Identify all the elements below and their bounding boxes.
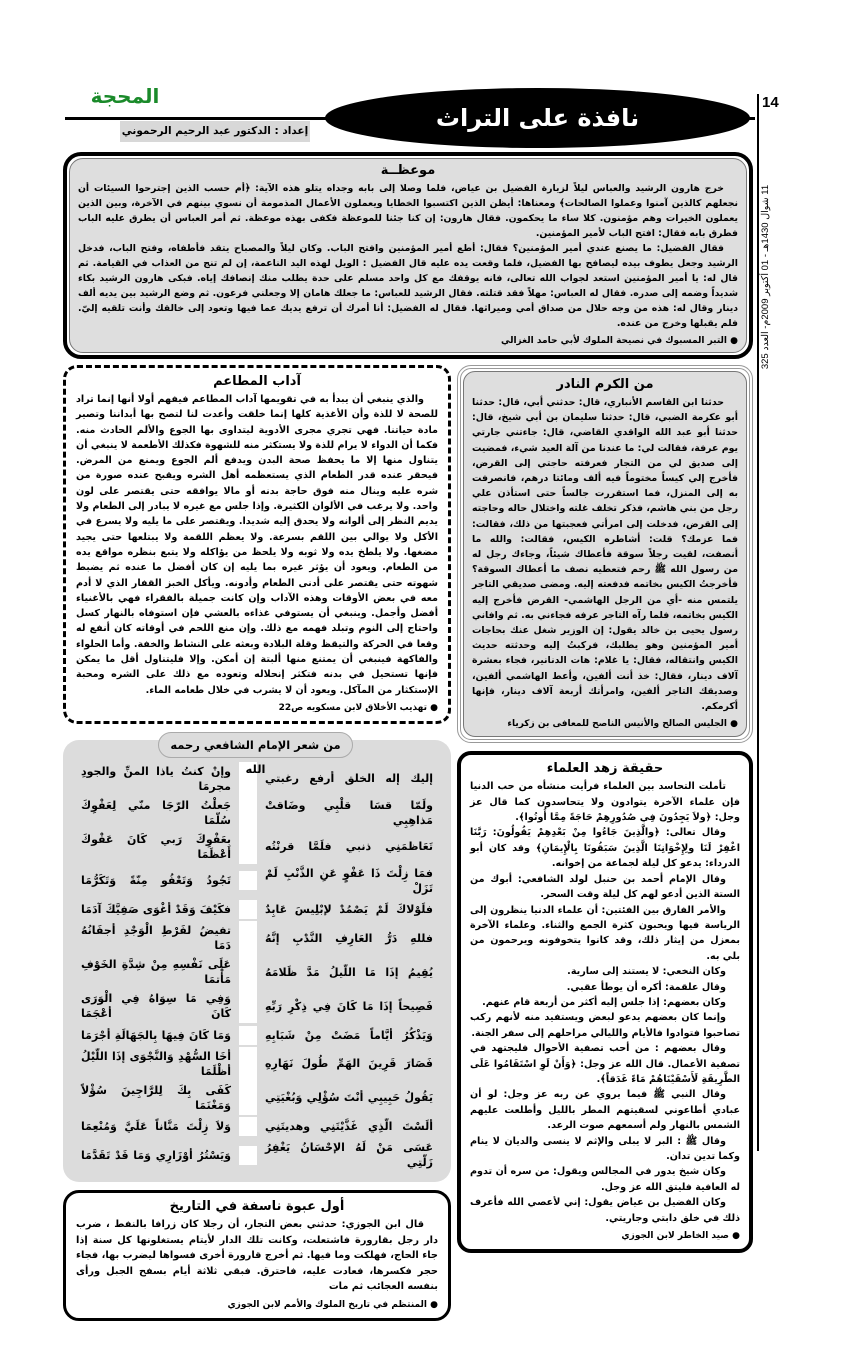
- article-zuhd-ulama: [457, 751, 753, 1253]
- hemistich-left: فكَيْفَ وَقَدْ أغْوَى صَفِيَّكَ آدَمَا: [73, 900, 257, 919]
- section-title-banner: [325, 88, 750, 148]
- poem-verse: [73, 955, 441, 989]
- hemistich-right: فَصِيحاً إذَا مَا كَانَ فِي ذِكْرِ رَبِّهِ: [265, 999, 433, 1013]
- article-adab-al-mataim: [63, 365, 451, 724]
- hemistich-right: عَسَى مَنْ لَهُ الإحْسَانُ يَغْفِرُ زَلّتِي: [265, 1141, 433, 1170]
- hemistich-right: فَصَارَ قَرِينَ الهَمِّ طُولَ نَهَارِهِ: [265, 1057, 433, 1071]
- source-citation: ● التبر المسبوك في نصيحة الملوك لأبي حامد الغزالي: [78, 334, 738, 348]
- poem-verse: [73, 898, 441, 922]
- article-title: حقيقة زهد العلماء: [546, 761, 664, 777]
- poem-verse: [73, 864, 441, 898]
- hemistich-right: تَعَاظمَنِي ذنبي فلَمَّا قرنْتُه: [265, 840, 433, 854]
- source-citation: ● الجليس الصالح والأنيس الناصح للمعافى بن زكرياء: [472, 717, 738, 731]
- article-paragraph: تأملت التحاسد بين العلماء فرأيت منشأه من حب الدنيا فإن علماء الآخرة يتوادون ولا يتحاسدون كما قال عز وجل: ﴿ولاَ يَجِدُونَ فِي صُدُورِهِمْ حَاجَةً مِمَّا أُوتُوا﴾.: [470, 781, 740, 824]
- hemistich-left: تَجُودُ وَتَعْفُو مِنّةً وَتَكَرُّمَا: [73, 871, 257, 890]
- article-title: آداب المطاعم: [213, 374, 301, 389]
- source-citation: ● المنتظم في تاريخ الملوك والأمم لابن الجوزي: [76, 1298, 438, 1312]
- hemistich-left: وَلاَ زِلْتَ مَنَّاناً عَلَيَّ وَمُنْعِمَا: [73, 1117, 257, 1136]
- article-first-bomb: [63, 1190, 451, 1321]
- brand-logo: المحجة: [90, 84, 160, 108]
- issue-date-line: 11 شوال 1430هـ - 01 أكتوبر 2009م- العدد 325: [760, 184, 771, 370]
- poem-verse: [73, 1023, 441, 1047]
- hemistich-right: وَيَذْكُرُ أيَّاماً مَضَتْ مِنْ شَبَابِهِ: [265, 1028, 433, 1042]
- article-title: موعظــة: [380, 163, 436, 178]
- poem-verse: [73, 1081, 441, 1115]
- article-title: أول عبوة ناسفة في التاريخ: [169, 1199, 345, 1215]
- poem-verse: [73, 830, 441, 864]
- hemistich-right: يَقُولُ حَبِيبِي أنْتَ سُؤْلِي وَبُغْيَتِي: [265, 1091, 433, 1105]
- hemistich-left: أخَا السُّهْدِ وَالنَّجْوَى إذَا اللّيْلُ أظْلَمَا: [73, 1047, 257, 1081]
- article-karam-nadir: [457, 365, 753, 743]
- article-paragraph: وكان الفضيل بن عياض يقول: إني لأعصي الله فأعرف ذلك في خلق دابتي وجاريتي.: [470, 1197, 740, 1224]
- article-paragraph: وقال تعالى: ﴿والَّذِينَ جَاءُوا مِنْ بَعْدِهِمْ يَقُولُونَ: رَبَّنَا اغْفِرْ لَنَا ولِإِخْوَانِنَا الَّذِينَ سَبَقُونَا بِالْإِيمَانِ﴾ وقد كان أبو الدرداء: يدعو كل ليلة لجماعة من إخوانه.: [470, 827, 740, 870]
- article-mawiza: [63, 152, 753, 359]
- source-citation: ● صيد الخاطر لابن الجوزي: [470, 1229, 740, 1243]
- page-content: [63, 152, 753, 1361]
- hemistich-left: كَفَى بِكَ لِلرَّاجِينَ سُؤْلاً وَمَغْنَمَا: [73, 1081, 257, 1115]
- hemistich-left: وَيَسْتُرُ أوْزَارِي وَمَا قَدْ تَقَدَّمَا: [73, 1146, 257, 1165]
- hemistich-left: تفيضُ لفَرْطِ الْوَجْدِ أجفَانُهُ دَمَا: [73, 921, 257, 955]
- author-credit: إعداد : الدكتور عبد الرحيم الرحموني: [120, 121, 310, 142]
- article-paragraph: وقال ﷺ : البر لا يبلى والإثم لا ينسى والديان لا ينام وكما تدين تدان.: [470, 1135, 740, 1163]
- poem-verse: [73, 921, 441, 955]
- article-paragraph: حدثنا ابن القاسم الأنباري، قال: حدثني أبي، قال: حدثنا أبو عكرمة الضبي، قال: حدثنا سليمان بن أبي شيخ، قال: حدثنا أبو عبد الله الواقدي القاضي، قال: جاءتني جارتي يوم عرفة، فقالت لي: ما عندنا من آلة العيد شيء، فمضيت إلى صديق لي من التجار فعرفته حاجتي إلى القرض، فأخرج إلي كيساً مختوماً فيه ألف ومائتا درهم، فانصرفت به إلى المنزل، فما استقررت جالساً حتى استأذن علي رجل من بني هاشم، فذكر تخلف غلته واختلال حاله وحاجته إلى القرض، فدخلت إلى امرأتي فعجبتها من ذلك، فقالت: فما عزمك؟ قلت: أشاطره الكيس، فقالت: والله ما أنصفت، لقيت رجلاً سوقة فأعطاك شيئاً، وجاءك رجل له من رسول الله ﷺ رحم فتعطيه نصف ما أعطاك السوقة؟ فأخرجتُ الكيس بخاتمه فدفعته إليه. ومضى صديقي التاجر يلتمس منه -أي من الرجل الهاشمي- القرض فأخرج إليه الكيس بخاتمه، فلما رآه التاجر عرفه فجاءني به. ثم وافاني رسول يحيى بن خالد يقول: إن الوزير شغل عنك بحاجات أمير المؤمنين وهو يطلبك، فركبتُ إليه وحدثته حديث الكيس وانتقاله، فقال: يا غلام: هات الدنانير، فجاء بعشرة آلاف دينار، فقال: خذ أنت ألفين، وأعط الهاشمي ألفين، وصديقك التاجر ألفين، وامرأتك أربعة آلاف دينار، فإنها أكرمكم.: [472, 397, 738, 713]
- poem-verse: [73, 1115, 441, 1139]
- hemistich-right: فمَا زِلْتَ ذَا عَفْوٍ عَنِ الذَّنْبِ لَمْ تَزَلْ: [265, 866, 433, 895]
- hemistich-right: إليك إله الخلق أرفع رغبتي: [265, 772, 433, 786]
- article-paragraph: والأمر الفارق بين الفئتين: أن علماء الدنيا ينظرون إلى الرياسة فيها ويحبون كثرة الجمع والثناء. وعلماء الآخرة بمعزل من إيثار ذلك، وقد كانوا يتخوفونه ويرحمون من بلي به.: [470, 904, 740, 962]
- section-title: نافذة على التراث: [435, 104, 640, 132]
- hemistich-left: بِعَفْوِكَ رَبي كَانَ عَفْوكَ أعْظَمَا: [73, 830, 257, 864]
- article-paragraph: وقال الإمام أحمد بن حنبل لولد الشافعي: أبوك من الستة الذين أدعو لهم كل ليلة وقت السحر.: [470, 873, 740, 901]
- hemistich-right: يُقِيمُ إذَا مَا اللّيلُ مَدَّ ظَلامَهُ: [265, 965, 433, 979]
- hemistich-left: وَفِي مَا سِوَاهُ فِي الْوَرَى كَانَ أعْجَمَا: [73, 989, 257, 1023]
- article-paragraph: قال ابن الجوزي: حدثني بعض التجار، أن رجلا كان زرافا بالنفط ، ضرب دار رجل بقارورة فاشتعلت، وكانت تلك الدار لأيتام يستغلونها كل سنة إذا جاء الحاج، فهلكت وما فيها. ثم أخرج قارورة أخرى فسواها ليضرب بها، فجاء حجر فكسرها، فعادت عليه، فاحترق. فبقي ثلاثة أيام بسفح الجبل ورأى بنفسه العجائب ثم مات: [76, 1219, 438, 1293]
- hemistich-right: فللهِ دَرُّ العَارِفِ النَّدْبِ إنَّهُ: [265, 931, 433, 945]
- page-number: 14: [762, 94, 779, 111]
- article-paragraph: وقال علقمة: أكره أن يوطأ عقبي.: [566, 981, 726, 993]
- article-paragraph: والذي ينبغي أن يبدأ به في تقويمها آداب المطاعم فيفهم أولا أنها إنما تراد للصحة لا للذة وأن الأغذية كلها إنما خلقت وأعدت لنا لتصح بها أبداننا وتصير مادة حياتنا. فهي تجري مجرى الأدوية ليتداوى بها الجوع والألم الحادث منه. فكما أن الدواء لا يرام للذة ولا يستكثر منه للشهوة فكذلك الأطعمة لا ينبغي أن يتناول منها إلا ما يحفظ صحة البدن ويدفع ألم الجوع ويمنع من المرض. فيحقر عنده قدر الطعام الذي يستعظمه أهل الشره ويقبح عنده صورة من شره عليه وينال منه فوق حاجة بدنه أو مالا يوافقه حتى يقتصر على لون واحد. ولا يرغب في الألوان الكثيرة. وإذا جلس مع غيره لا يبادر إلى الطعام ولا يديم النظر إلى ألوانه ولا يحدق إليه شديدا. ويقتصر على ما يليه ولا يسرع في الأكل ولا يوالي بين اللقم بسرعة. ولا يعظم اللقمة ولا يبتلعها حتى يجيد مضغها. ولا يلطخ يده ولا ثوبه ولا يلحظ من يؤاكله ولا يتبع بنظره مواقع يده من الطعام. ويعود أن يؤثر غيره بما يليه إن كان أفضل ما عنده ثم يضبط شهوته حتى يقتصر على أدنى الطعام وأدونه. ويأكل الخبز القفار الذي لا أدم معه في بعض الأوقات وهذه الآداب وإن كانت جميلة بالفقراء فهي بالأغنياء أفضل وأجمل. وينبغي أن يستوفي غذاءه بالعشي فإن استوفاه بالنهار كسل واحتاج إلى النوم وتبلد فهمه مع ذلك. وإن منع اللحم في أوقاته كان أنفع له وقعا في الحركة والتيقظ وقلة البلادة وبعثه على النشاط والخفة. وأما الحلواء والفاكهة فينبغي أن يمتنع منها ألبتة إن أمكن. وإلا فليتناول أقل ما يمكن فإنها تستحيل في بدنه فتكثر إنحلاله وتعوده مع ذلك على الشره ومحبة الإستكثار من المآكل. ويعود أن لا يشرب في خلال طعامه الماء.: [76, 394, 438, 696]
- poem-verse: [73, 1047, 441, 1081]
- poem-verse: [73, 989, 441, 1023]
- hemistich-left: وَمَا كَانَ فِيهَا بِالجَهَالَةِ أجْرَمَا: [73, 1026, 257, 1045]
- source-citation: ● تهذيب الأخلاق لابن مسكويه ص22: [76, 701, 438, 715]
- article-title: من الكرم النادر: [556, 377, 654, 392]
- article-paragraph: خرج هارون الرشيد والعباس ليلاً لزيارة الفضيل بن عياض، فلما وصلا إلى بابه وجداه يتلو هذه الآية: ﴿أم حسب الذين إجترحوا السيئات أن نجعلهم كالذين آمنوا وعملوا الصالحات﴾ ومعناها: أيظن الذين اكتسبوا الخطايا ويعملون الأعمال المذمومة أن نسوي بينهم في الآخرة، وبين الذين يعملون الخيرات وهم مؤمنون. كلا ساء ما يحكمون. فقال هارون: إن كنا جئنا للموعظة فكفى بهذه موعظة. ثم أمر العباس أن يطرق عليه الباب فطرق بابه فقال: افتح الباب لأمير المؤمنين.: [78, 183, 738, 239]
- poem-shafii: [63, 737, 451, 1183]
- article-paragraph: فقال الفضيل: ما يصنع عندي أمير المؤمنين؟ فقال: أطع أمير المؤمنين وافتح الباب. وكان ليلاً والمصباح يتقد فأطفاه، وفتح الباب، فدخل الرشيد وجعل يطوف بيده ليصافح بها الفضيل، فلما وقعت يده عليه قال الفضيل : الويل لهذه اليد الناعمة، إن لم تنج من العذاب في القيامة. ثم قال له: يا أمير المؤمنين استعد لجواب الله تعالى، فانه يوقفك مع كل واحد مسلم على حدة يطلب منك إنصافك إياه. فبكى هارون الرشيد بكاء شديداً وضمه إلى صدره. فقال له العباس: مهلاً فقد قتلته. فقال الرشيد للعباس: ما جعلك هامان إلا وجعلني فرعون. ثم وضع الرشيد بين يديه ألف دينار وقال له: هذه من وجه حلال من صداق أمي وميراثها. فقال له الفضيل: أنا أمرك أن ترفع يديك عما فيها وتعود إلى خالقك وأنت تلقيه إليّ. فلم يقبلها وخرج من عنده.: [78, 243, 738, 329]
- hemistich-left: عَلَى نَفْسِهِ مِنْ شِدَّةِ الخَوْفِ مَأْتمَا: [73, 955, 257, 989]
- hemistich-right: فلَوْلاكَ لَمْ يَصْمُدْ لإبْلِيسَ عَابِدٌ: [265, 903, 433, 917]
- article-paragraph: وكان النخعي: لا يستند إلى سارية.: [567, 966, 726, 978]
- hemistich-right: ألَسْتَ الّذِي غَذَّيْتَنِي وهديتَنِي: [265, 1120, 433, 1134]
- article-paragraph: وإنما كان بعضهم يدعو لبعض ويستفيد منه لأنهم ركب تصاحبوا فتوادوا فالأيام والليالي مراحلهم إلى سفر الجنة.: [470, 1012, 740, 1039]
- vertical-rule: [757, 94, 759, 1151]
- hemistich-right: ولَمّا قسَا قلْبِي وضَاقتْ مَذاهِبِي: [265, 798, 433, 827]
- poem-title: من شعر الإمام الشافعي رحمه الله: [158, 732, 353, 758]
- poem-verse: [73, 796, 441, 830]
- article-paragraph: وقال النبي ﷺ فيما يروي عن ربه عز وجل: لو أن عبادي أطاعوني لسقيتهم المطر بالليل وأطلعت عليهم الشمس بالنهار ولم أسمعهم صوت الرعد.: [470, 1089, 740, 1132]
- article-paragraph: وقال بعضهم : من أحب تصفية الأحوال فليجتهد في تصفية الأعمال. قال الله عز وجل: ﴿وَأَنْ لَوِ اسْتَقَامُوا عَلَى الطَّرِيقَةِ لَأَسْقَيْنَاهُمْ مَاءً غَدَقاً﴾.: [470, 1043, 740, 1085]
- poem-verse: [73, 1138, 441, 1172]
- hemistich-left: وإنْ كنتُ ياذا المنِّ والجودِ مجرمَا: [73, 762, 257, 796]
- article-paragraph: وكان بعضهم: إذا جلس إليه أكثر من أربعة قام عنهم.: [482, 996, 726, 1008]
- hemistich-left: جَعلْتُ الرّجَا منّي لِعَفْوِكَ سُلّمَا: [73, 796, 257, 830]
- article-paragraph: وكان شيخ يدور في المجالس ويقول: من سره أن تدوم له العافية فليتق الله عز وجل.: [470, 1166, 740, 1193]
